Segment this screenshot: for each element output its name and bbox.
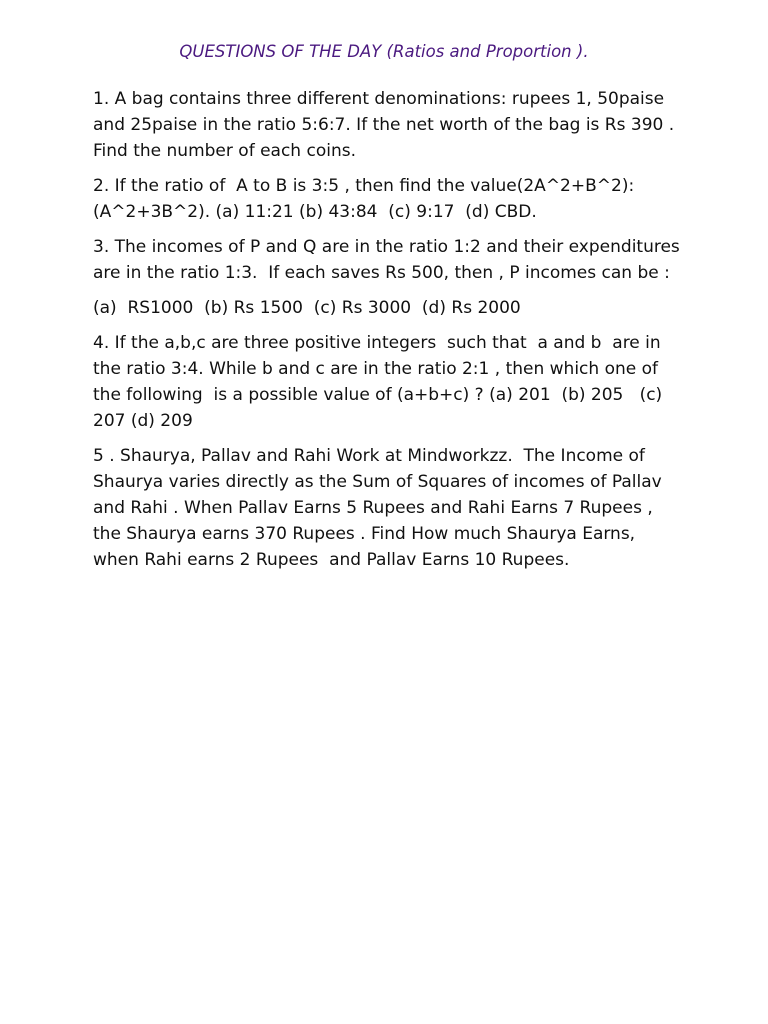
- questions-body: [93, 86, 686, 582]
- question-3: 3. The incomes of P and Q are in the ratio 1:2 and their expenditures are in the ratio 1:3. If each saves Rs 500, then , P incomes can be :: [93, 237, 686, 283]
- question-5: 5 . Shaurya, Pallav and Rahi Work at Mindworkzz. The Income of Shaurya varies directly as the Sum of Squares of incomes of Pallav and Rahi . When Pallav Earns 5 Rupees and Rahi Earns 7 Rupees , the Shaurya earns 370 Rupees . Find How much Shaurya Earns, when Rahi earns 2 Rupees and Pallav Earns 10 Rupees.: [93, 446, 668, 570]
- question-1: 1. A bag contains three different denominations: rupees 1, 50paise and 25paise in the ratio 5:6:7. If the net worth of the bag is Rs 390 . Find the number of each coins.: [93, 89, 680, 161]
- question-3-options: (a) RS1000 (b) Rs 1500 (c) Rs 3000 (d) Rs 2000: [93, 298, 521, 318]
- page-title: QUESTIONS OF THE DAY (Ratios and Proportion ).: [179, 42, 589, 61]
- question-2: 2. If the ratio of A to B is 3:5 , then find the value(2A^2+B^2):(A^2+3B^2). (a) 11:21 (b) 43:84 (c) 9:17 (d) CBD.: [93, 176, 635, 222]
- question-4: 4. If the a,b,c are three positive integers such that a and b are in the ratio 3:4. While b and c are in the ratio 2:1 , then which one of the following is a possible value of (a+b+c) ? (a) 201 (b) 205 (c) 207 (d) 209: [93, 333, 673, 431]
